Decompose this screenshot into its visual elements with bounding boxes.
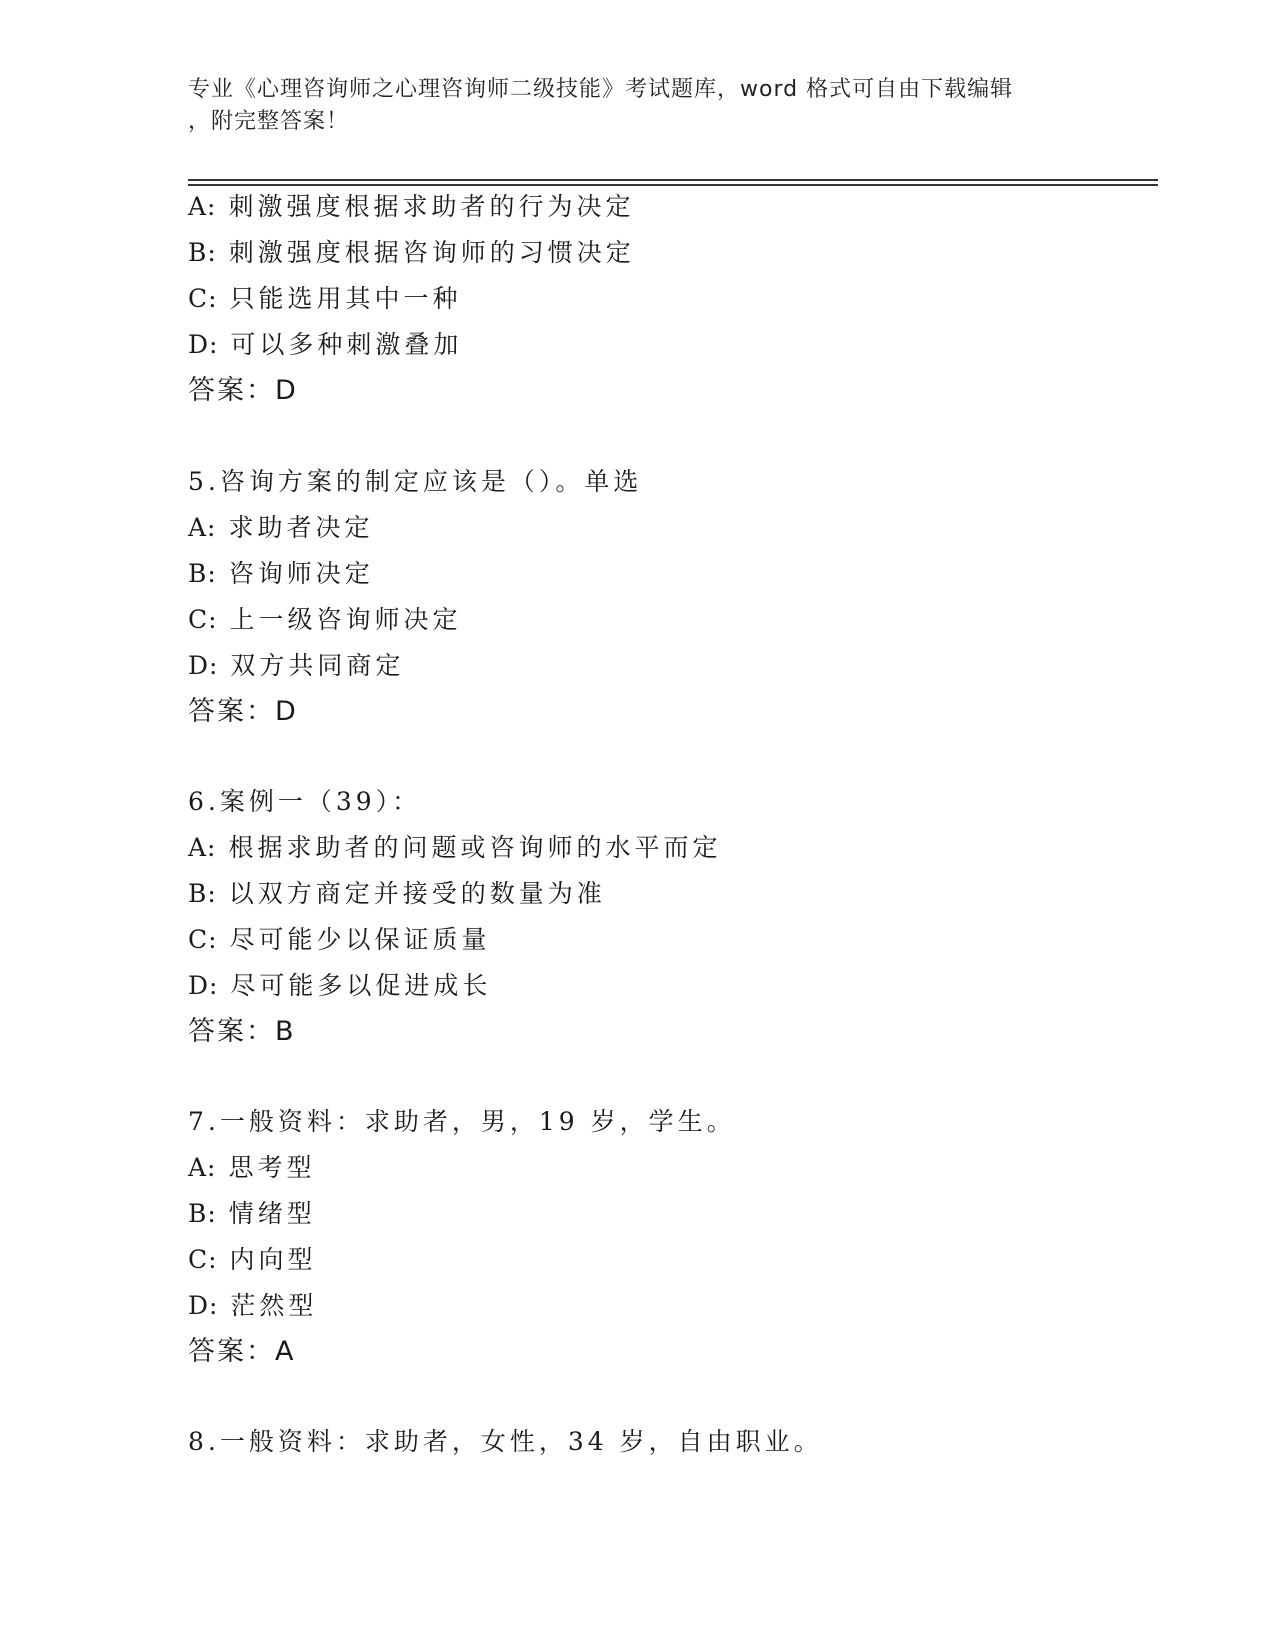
option-b: B: 情绪型 bbox=[188, 1199, 316, 1228]
answer: 答案：D bbox=[188, 375, 298, 406]
option-d: D: 可以多种刺激叠加 bbox=[188, 330, 463, 359]
question-stem: 5.咨询方案的制定应该是（）。单选 bbox=[188, 467, 643, 496]
question-partial bbox=[188, 184, 1188, 414]
question-7 bbox=[188, 1099, 1188, 1375]
question-5 bbox=[188, 459, 1188, 735]
option-d: D: 双方共同商定 bbox=[188, 651, 405, 680]
option-c: C: 只能选用其中一种 bbox=[188, 284, 462, 313]
option-d: D: 尽可能多以促进成长 bbox=[188, 971, 492, 1000]
option-a: A: 思考型 bbox=[188, 1153, 316, 1182]
question-stem: 7.一般资料：求助者，男，19 岁，学生。 bbox=[188, 1107, 736, 1136]
option-b: B: 刺激强度根据咨询师的习惯决定 bbox=[188, 238, 635, 267]
option-a: A: 刺激强度根据求助者的行为决定 bbox=[188, 192, 635, 221]
question-8 bbox=[188, 1419, 1188, 1465]
header-line-1: 专业《心理咨询师之心理咨询师二级技能》考试题库，word 格式可自由下载编辑 bbox=[188, 77, 1014, 102]
question-stem: 6.案例一（39）： bbox=[188, 787, 422, 816]
answer: 答案：D bbox=[188, 696, 298, 727]
option-d: D: 茫然型 bbox=[188, 1291, 318, 1320]
option-a: A: 根据求助者的问题或咨询师的水平而定 bbox=[188, 833, 722, 862]
option-c: C: 内向型 bbox=[188, 1245, 317, 1274]
document-header bbox=[188, 74, 1068, 138]
answer: 答案：B bbox=[188, 1016, 296, 1047]
question-6 bbox=[188, 779, 1188, 1055]
option-b: B: 以双方商定并接受的数量为准 bbox=[188, 879, 606, 908]
option-c: C: 上一级咨询师决定 bbox=[188, 605, 462, 634]
header-divider-top bbox=[188, 179, 1158, 181]
option-c: C: 尽可能少以保证质量 bbox=[188, 925, 491, 954]
header-line-2: ，附完整答案！ bbox=[188, 109, 350, 134]
answer: 答案：A bbox=[188, 1336, 296, 1367]
option-a: A: 求助者决定 bbox=[188, 513, 374, 542]
option-b: B: 咨询师决定 bbox=[188, 559, 374, 588]
question-stem: 8.一般资料：求助者，女性，34 岁，自由职业。 bbox=[188, 1427, 823, 1456]
